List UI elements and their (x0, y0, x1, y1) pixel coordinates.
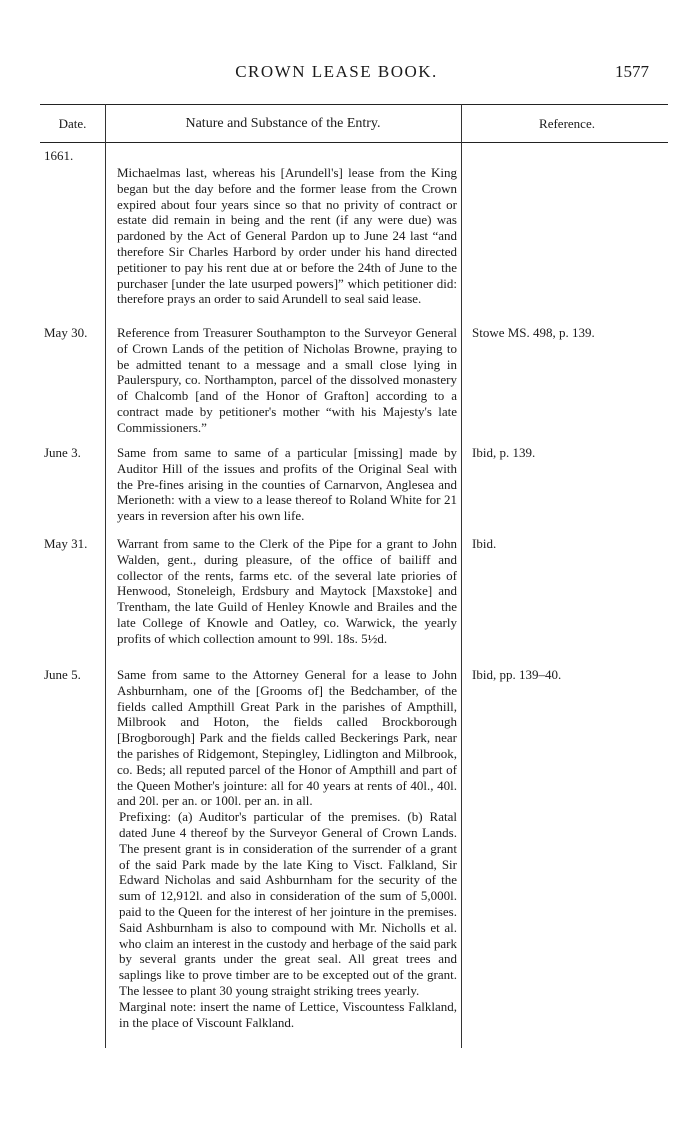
entry-marginal-note: Marginal note: insert the name of Lettice, Viscountess Falkland, in the place of Viscount Falkland. (119, 998, 457, 1030)
column-divider-reference (461, 104, 462, 1048)
running-head (0, 60, 673, 90)
entry-date: June 5. (44, 667, 81, 682)
entry-prefixing: Prefixing: (a) Auditor's particular of the premises. (b) Ratal dated June 4 thereof by the Surveyor General of Crown Lands. The present grant is in consideration of the surrender of a grant of the said Park made by the late King to Visct. Falkland, Sir Edward Nicholas and said Ashburnham for the security of the sum of 12,912l. and also in consideration of the sum of 5,000l. paid to the Queen for the interest of her jointure in the premises. Said Ashburnham is also to compound with Mr. Nicholls et al. who claim an interest in the custody and herbage of the said park by several grants under the great seal. All great trees and saplings like to prove timber are to be excepted out of the grant. The lessee to plant 30 young straight striking trees yearly. (119, 809, 457, 998)
page-number: 1577 (615, 62, 649, 81)
entry-text: Michaelmas last, whereas his [Arundell's] lease from the King began but the day before and the former lease from the Crown expired about four years since so that no privity of contract or estate did remain in being and the rent (if any were due) was pardoned by the Act of General Pardon up to June 24 last “and therefore Sir Charles Harbord by order under his hand directed petitioner to pay his rent due at or before the 24th of June to the purchaser [under the late usurped powers]” which petitioner did: therefore prays an order to said Arundell to seal said lease. (117, 165, 457, 307)
entry-date: 1661. (44, 148, 74, 163)
entry-text: Same from same to the Attorney General for a lease to John Ashburnham, one of the [Grooms of] the Bedchamber, of the fields called Ampthill Great Park in the parishes of Ampthill, Milbrook and Hoton, the fields called Brockborough [Brogborough] Park and the fields called Beckerings Park, near the parishes of Ridgemont, Stepingley, Lidlington and Milbrook, co. Beds; all reputed parcel of the Honor of Ampthill and part of the Queen Mother's jointure: all for 40 years at rents of 40l., 40l. and 20l. per an. or 100l. per an. in all. (117, 667, 457, 809)
entry-date: June 3. (44, 445, 81, 460)
entry-reference: Ibid. (472, 536, 497, 551)
entry-text: Warrant from same to the Clerk of the Pipe for a grant to John Walden, gent., during pleasure, of the office of bailiff and collector of the rents, farms etc. of the several late priories of Henwood, Stoneleigh, Erdsbury and Maytock [Maxstoke] and Trentham, the late Guild of Henley Knowle and Brailes and the late College of Knowle and Oatley, co. Warwick, the yearly profits of which collection amount to 99l. 18s. 5½d. (117, 536, 457, 646)
page-title: CROWN LEASE BOOK. (235, 62, 438, 81)
column-header-nature: Nature and Substance of the Entry. (185, 116, 381, 131)
entry-date: May 31. (44, 536, 88, 551)
entry-reference: Ibid, pp. 139–40. (472, 667, 562, 682)
entry-text: Reference from Treasurer Southampton to the Surveyor General of Crown Lands of the petition of Nicholas Browne, praying to be admitted tenant to a message and a small close lying in Paulerspury, co. Northampton, parcel of the dissolved monastery of Chalcomb [and of the Honor of Grafton] according to a contract made by petitioner's mother “with his Majesty's late Commissioners.” (117, 325, 457, 435)
table-top-rule (40, 104, 668, 105)
column-header-date: Date. (58, 116, 87, 131)
entry-reference: Stowe MS. 498, p. 139. (472, 325, 595, 340)
entry-text-block (117, 667, 457, 1030)
table-header-rule (40, 142, 668, 143)
entry-reference: Ibid, p. 139. (472, 445, 536, 460)
column-header-reference: Reference. (539, 116, 595, 131)
entry-date: May 30. (44, 325, 88, 340)
column-divider-date (105, 104, 106, 1048)
entry-text: Same from same to same of a particular [missing] made by Auditor Hill of the issues and profits of the Original Seal with the Pre-fines arising in the counties of Carnarvon, Anglesea and Merioneth: with a view to a lease thereof to Roland White for 21 years in reversion after his own life. (117, 445, 457, 524)
